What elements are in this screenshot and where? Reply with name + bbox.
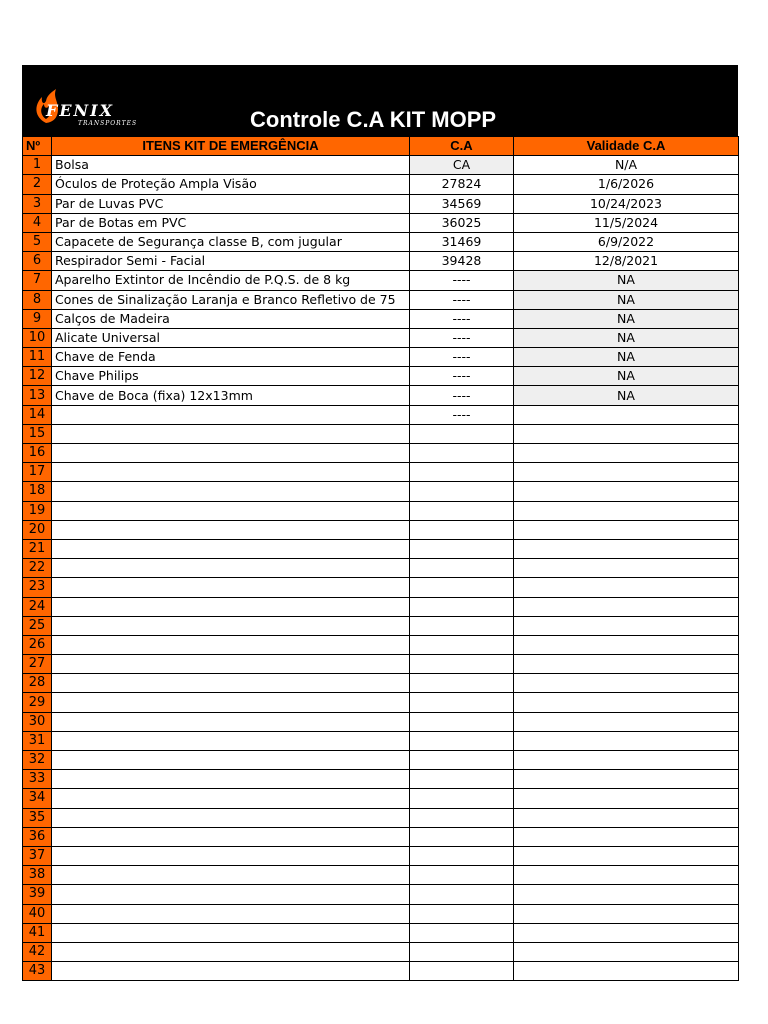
item-cell[interactable]	[52, 405, 410, 424]
validade-cell[interactable]	[514, 520, 739, 539]
ca-cell[interactable]	[410, 808, 514, 827]
validade-cell[interactable]: 11/5/2024	[514, 213, 739, 232]
row-number[interactable]: 31	[23, 731, 52, 750]
ca-cell[interactable]	[410, 635, 514, 654]
row-number[interactable]: 35	[23, 808, 52, 827]
row-number[interactable]: 22	[23, 559, 52, 578]
validade-cell[interactable]	[514, 942, 739, 961]
table-row	[23, 578, 739, 597]
validade-cell[interactable]	[514, 846, 739, 865]
row-number[interactable]: 37	[23, 846, 52, 865]
table-row	[23, 501, 739, 520]
table-row	[23, 348, 739, 367]
table-row	[23, 405, 739, 424]
row-number[interactable]: 23	[23, 578, 52, 597]
table-row	[23, 731, 739, 750]
validade-cell[interactable]: NA	[514, 271, 739, 290]
validade-cell[interactable]	[514, 424, 739, 443]
validade-cell[interactable]	[514, 597, 739, 616]
column-header-item: ITENS KIT DE EMERGÊNCIA	[52, 137, 410, 156]
item-cell[interactable]: Calços de Madeira	[52, 309, 410, 328]
ca-cell[interactable]	[410, 827, 514, 846]
ca-cell[interactable]	[410, 559, 514, 578]
validade-cell[interactable]: N/A	[514, 156, 739, 175]
item-cell[interactable]	[52, 655, 410, 674]
ca-cell[interactable]: ----	[410, 328, 514, 347]
validade-cell[interactable]	[514, 866, 739, 885]
ca-cell[interactable]: 27824	[410, 175, 514, 194]
validade-cell[interactable]: NA	[514, 367, 739, 386]
item-cell[interactable]	[52, 712, 410, 731]
row-number[interactable]: 38	[23, 866, 52, 885]
item-cell[interactable]	[52, 962, 410, 981]
row-number[interactable]: 43	[23, 962, 52, 981]
ca-cell[interactable]: 34569	[410, 194, 514, 213]
row-number[interactable]: 7	[23, 271, 52, 290]
table-row	[23, 635, 739, 654]
validade-cell[interactable]	[514, 827, 739, 846]
validade-cell[interactable]	[514, 962, 739, 981]
item-cell[interactable]	[52, 731, 410, 750]
item-cell[interactable]	[52, 520, 410, 539]
validade-cell[interactable]	[514, 789, 739, 808]
table-row	[23, 252, 739, 271]
row-number[interactable]: 6	[23, 252, 52, 271]
ca-cell[interactable]	[410, 463, 514, 482]
table-header-row	[23, 137, 739, 156]
row-number[interactable]: 11	[23, 348, 52, 367]
validade-cell[interactable]	[514, 751, 739, 770]
spreadsheet	[22, 65, 738, 981]
validade-cell[interactable]: NA	[514, 386, 739, 405]
item-cell[interactable]: Respirador Semi - Facial	[52, 252, 410, 271]
row-number[interactable]: 41	[23, 923, 52, 942]
ca-cell[interactable]	[410, 482, 514, 501]
item-cell[interactable]	[52, 539, 410, 558]
item-cell[interactable]: Capacete de Segurança classe B, com jugular	[52, 232, 410, 251]
item-cell[interactable]	[52, 693, 410, 712]
ca-cell[interactable]	[410, 731, 514, 750]
table-row	[23, 444, 739, 463]
row-number[interactable]: 26	[23, 635, 52, 654]
row-number[interactable]: 16	[23, 444, 52, 463]
header-bar	[22, 65, 738, 136]
ca-cell[interactable]	[410, 539, 514, 558]
ca-cell[interactable]	[410, 655, 514, 674]
table-row	[23, 386, 739, 405]
item-cell[interactable]	[52, 616, 410, 635]
validade-cell[interactable]: NA	[514, 309, 739, 328]
table-row	[23, 655, 739, 674]
table-row	[23, 194, 739, 213]
validade-cell[interactable]	[514, 501, 739, 520]
item-cell[interactable]	[52, 808, 410, 827]
table-row	[23, 770, 739, 789]
table-row	[23, 559, 739, 578]
row-number[interactable]: 34	[23, 789, 52, 808]
validade-cell[interactable]	[514, 885, 739, 904]
table-row	[23, 213, 739, 232]
item-cell[interactable]: Aparelho Extintor de Incêndio de P.Q.S. de 8 kg	[52, 271, 410, 290]
validade-cell[interactable]	[514, 808, 739, 827]
ca-cell[interactable]	[410, 770, 514, 789]
column-header-ca: C.A	[410, 137, 514, 156]
ca-cell[interactable]	[410, 789, 514, 808]
item-cell[interactable]	[52, 923, 410, 942]
item-cell[interactable]	[52, 597, 410, 616]
table-row	[23, 367, 739, 386]
row-number[interactable]: 10	[23, 328, 52, 347]
table-row	[23, 846, 739, 865]
validade-cell[interactable]	[514, 674, 739, 693]
ca-cell[interactable]	[410, 597, 514, 616]
row-number[interactable]: 39	[23, 885, 52, 904]
row-number[interactable]: 28	[23, 674, 52, 693]
validade-cell[interactable]	[514, 923, 739, 942]
row-number[interactable]: 25	[23, 616, 52, 635]
table-row	[23, 232, 739, 251]
row-number[interactable]: 33	[23, 770, 52, 789]
table-row	[23, 597, 739, 616]
ca-cell[interactable]	[410, 674, 514, 693]
row-number[interactable]: 27	[23, 655, 52, 674]
ca-cell[interactable]	[410, 751, 514, 770]
validade-cell[interactable]: NA	[514, 348, 739, 367]
item-cell[interactable]: Chave de Fenda	[52, 348, 410, 367]
row-number[interactable]: 24	[23, 597, 52, 616]
row-number[interactable]: 17	[23, 463, 52, 482]
table-row	[23, 271, 739, 290]
row-number[interactable]: 32	[23, 751, 52, 770]
ca-cell[interactable]	[410, 578, 514, 597]
table-row	[23, 712, 739, 731]
item-cell[interactable]	[52, 751, 410, 770]
item-cell[interactable]	[52, 635, 410, 654]
row-number[interactable]: 36	[23, 827, 52, 846]
table-row	[23, 789, 739, 808]
item-cell[interactable]	[52, 482, 410, 501]
ca-cell[interactable]	[410, 846, 514, 865]
item-cell[interactable]	[52, 942, 410, 961]
ca-cell[interactable]	[410, 712, 514, 731]
row-number[interactable]: 18	[23, 482, 52, 501]
table-row	[23, 328, 739, 347]
item-cell[interactable]	[52, 463, 410, 482]
validade-cell[interactable]	[514, 539, 739, 558]
validade-cell[interactable]	[514, 655, 739, 674]
item-cell[interactable]	[52, 578, 410, 597]
ca-cell[interactable]	[410, 904, 514, 923]
row-number[interactable]: 1	[23, 156, 52, 175]
validade-cell[interactable]	[514, 731, 739, 750]
item-cell[interactable]	[52, 885, 410, 904]
ca-cell[interactable]: 31469	[410, 232, 514, 251]
row-number[interactable]: 8	[23, 290, 52, 309]
validade-cell[interactable]: 1/6/2026	[514, 175, 739, 194]
ca-cell[interactable]	[410, 424, 514, 443]
row-number[interactable]: 12	[23, 367, 52, 386]
item-cell[interactable]: Par de Botas em PVC	[52, 213, 410, 232]
ca-cell[interactable]: 36025	[410, 213, 514, 232]
ca-cell[interactable]: ----	[410, 386, 514, 405]
table-row	[23, 520, 739, 539]
table-row	[23, 290, 739, 309]
column-header-validade: Validade C.A	[514, 137, 739, 156]
row-number[interactable]: 2	[23, 175, 52, 194]
table-body	[23, 156, 739, 981]
validade-cell[interactable]: 12/8/2021	[514, 252, 739, 271]
table-row	[23, 424, 739, 443]
table-row	[23, 175, 739, 194]
ca-cell[interactable]: ----	[410, 271, 514, 290]
table-row	[23, 693, 739, 712]
validade-cell[interactable]: NA	[514, 290, 739, 309]
ca-cell[interactable]: CA	[410, 156, 514, 175]
validade-cell[interactable]	[514, 482, 739, 501]
item-cell[interactable]	[52, 904, 410, 923]
ca-cell[interactable]	[410, 885, 514, 904]
table-row	[23, 942, 739, 961]
ca-cell[interactable]	[410, 942, 514, 961]
item-cell[interactable]	[52, 424, 410, 443]
ca-cell[interactable]: ----	[410, 290, 514, 309]
ca-cell[interactable]	[410, 693, 514, 712]
table-row	[23, 904, 739, 923]
row-number[interactable]: 29	[23, 693, 52, 712]
company-logo	[32, 89, 152, 129]
page-title: Controle C.A KIT MOPP	[250, 107, 497, 132]
item-cell[interactable]	[52, 770, 410, 789]
ca-cell[interactable]	[410, 866, 514, 885]
item-cell[interactable]: Chave de Boca (fixa) 12x13mm	[52, 386, 410, 405]
ca-cell[interactable]	[410, 616, 514, 635]
validade-cell[interactable]	[514, 693, 739, 712]
item-cell[interactable]: Cones de Sinalização Laranja e Branco Refletivo de 75	[52, 290, 410, 309]
table-row	[23, 616, 739, 635]
row-number[interactable]: 14	[23, 405, 52, 424]
row-number[interactable]: 19	[23, 501, 52, 520]
row-number[interactable]: 13	[23, 386, 52, 405]
item-cell[interactable]: Chave Philips	[52, 367, 410, 386]
table-row	[23, 866, 739, 885]
validade-cell[interactable]	[514, 559, 739, 578]
item-cell[interactable]	[52, 789, 410, 808]
row-number[interactable]: 42	[23, 942, 52, 961]
item-cell[interactable]	[52, 827, 410, 846]
item-cell[interactable]: Alicate Universal	[52, 328, 410, 347]
item-cell[interactable]	[52, 866, 410, 885]
table-row	[23, 885, 739, 904]
ca-cell[interactable]: ----	[410, 405, 514, 424]
table-row	[23, 827, 739, 846]
ca-cell[interactable]: ----	[410, 367, 514, 386]
ca-cell[interactable]: ----	[410, 309, 514, 328]
ca-cell[interactable]	[410, 962, 514, 981]
validade-cell[interactable]: 10/24/2023	[514, 194, 739, 213]
item-cell[interactable]	[52, 559, 410, 578]
row-number[interactable]: 9	[23, 309, 52, 328]
row-number[interactable]: 4	[23, 213, 52, 232]
row-number[interactable]: 15	[23, 424, 52, 443]
items-table	[22, 136, 739, 981]
item-cell[interactable]	[52, 846, 410, 865]
validade-cell[interactable]	[514, 405, 739, 424]
validade-cell[interactable]	[514, 578, 739, 597]
row-number[interactable]: 20	[23, 520, 52, 539]
row-number[interactable]: 3	[23, 194, 52, 213]
validade-cell[interactable]	[514, 635, 739, 654]
validade-cell[interactable]	[514, 463, 739, 482]
row-number[interactable]: 40	[23, 904, 52, 923]
table-row	[23, 808, 739, 827]
table-row	[23, 674, 739, 693]
table-row	[23, 923, 739, 942]
ca-cell[interactable]: ----	[410, 348, 514, 367]
item-cell[interactable]	[52, 674, 410, 693]
table-row	[23, 751, 739, 770]
validade-cell[interactable]	[514, 904, 739, 923]
ca-cell[interactable]	[410, 923, 514, 942]
table-row	[23, 539, 739, 558]
table-row	[23, 156, 739, 175]
validade-cell[interactable]: 6/9/2022	[514, 232, 739, 251]
validade-cell[interactable]	[514, 712, 739, 731]
ca-cell[interactable]	[410, 444, 514, 463]
row-number[interactable]: 5	[23, 232, 52, 251]
item-cell[interactable]: Par de Luvas PVC	[52, 194, 410, 213]
logo-subtext: TRANSPORTES	[78, 120, 138, 127]
item-cell[interactable]	[52, 501, 410, 520]
validade-cell[interactable]	[514, 616, 739, 635]
row-number[interactable]: 30	[23, 712, 52, 731]
logo-wordmark: FENIX	[46, 101, 115, 120]
validade-cell[interactable]	[514, 770, 739, 789]
item-cell[interactable]: Bolsa	[52, 156, 410, 175]
ca-cell[interactable]	[410, 520, 514, 539]
validade-cell[interactable]	[514, 444, 739, 463]
table-row	[23, 309, 739, 328]
table-row	[23, 482, 739, 501]
row-number[interactable]: 21	[23, 539, 52, 558]
table-row	[23, 463, 739, 482]
ca-cell[interactable]	[410, 501, 514, 520]
item-cell[interactable]	[52, 444, 410, 463]
item-cell[interactable]: Óculos de Proteção Ampla Visão	[52, 175, 410, 194]
ca-cell[interactable]: 39428	[410, 252, 514, 271]
validade-cell[interactable]: NA	[514, 328, 739, 347]
column-header-num: Nº	[23, 137, 52, 156]
table-row	[23, 962, 739, 981]
